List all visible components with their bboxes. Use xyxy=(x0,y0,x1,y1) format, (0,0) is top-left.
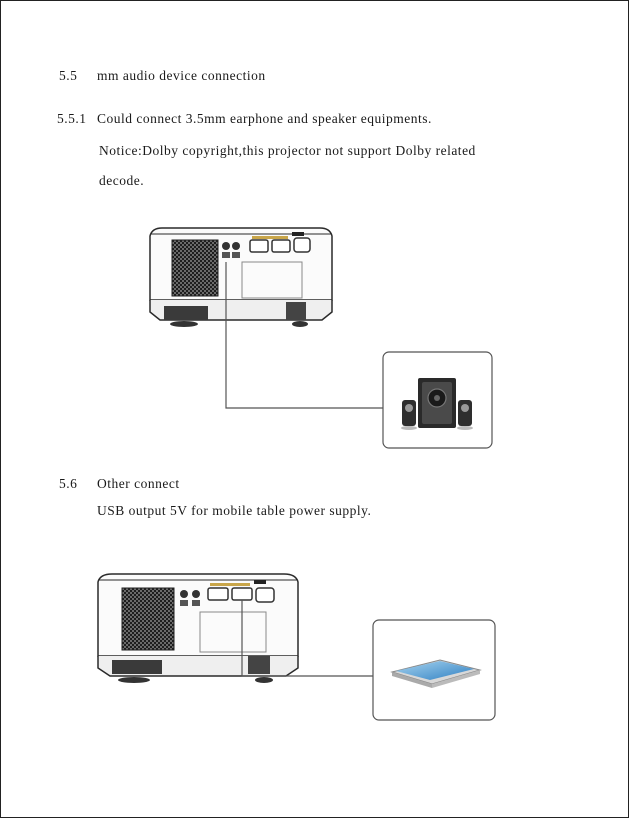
section-5-5-title: mm audio device connection xyxy=(97,68,266,83)
section-5-5-1-text: Could connect 3.5mm earphone and speaker equipments. xyxy=(97,111,432,126)
section-5-6-title: Other connect xyxy=(97,476,180,491)
projector-back-icon xyxy=(150,228,332,327)
section-5-6-number: 5.6 xyxy=(59,476,78,491)
notice-line-1: Notice:Dolby copyright,this projector not support Dolby related xyxy=(99,143,476,158)
projector-back-icon xyxy=(98,574,298,683)
notice-line-2: decode. xyxy=(99,173,145,188)
section-5-5-number: 5.5 xyxy=(59,68,78,83)
section-5-5-1-number: 5.5.1 xyxy=(57,111,87,126)
section-5-6-text: USB output 5V for mobile table power supply. xyxy=(97,503,372,518)
